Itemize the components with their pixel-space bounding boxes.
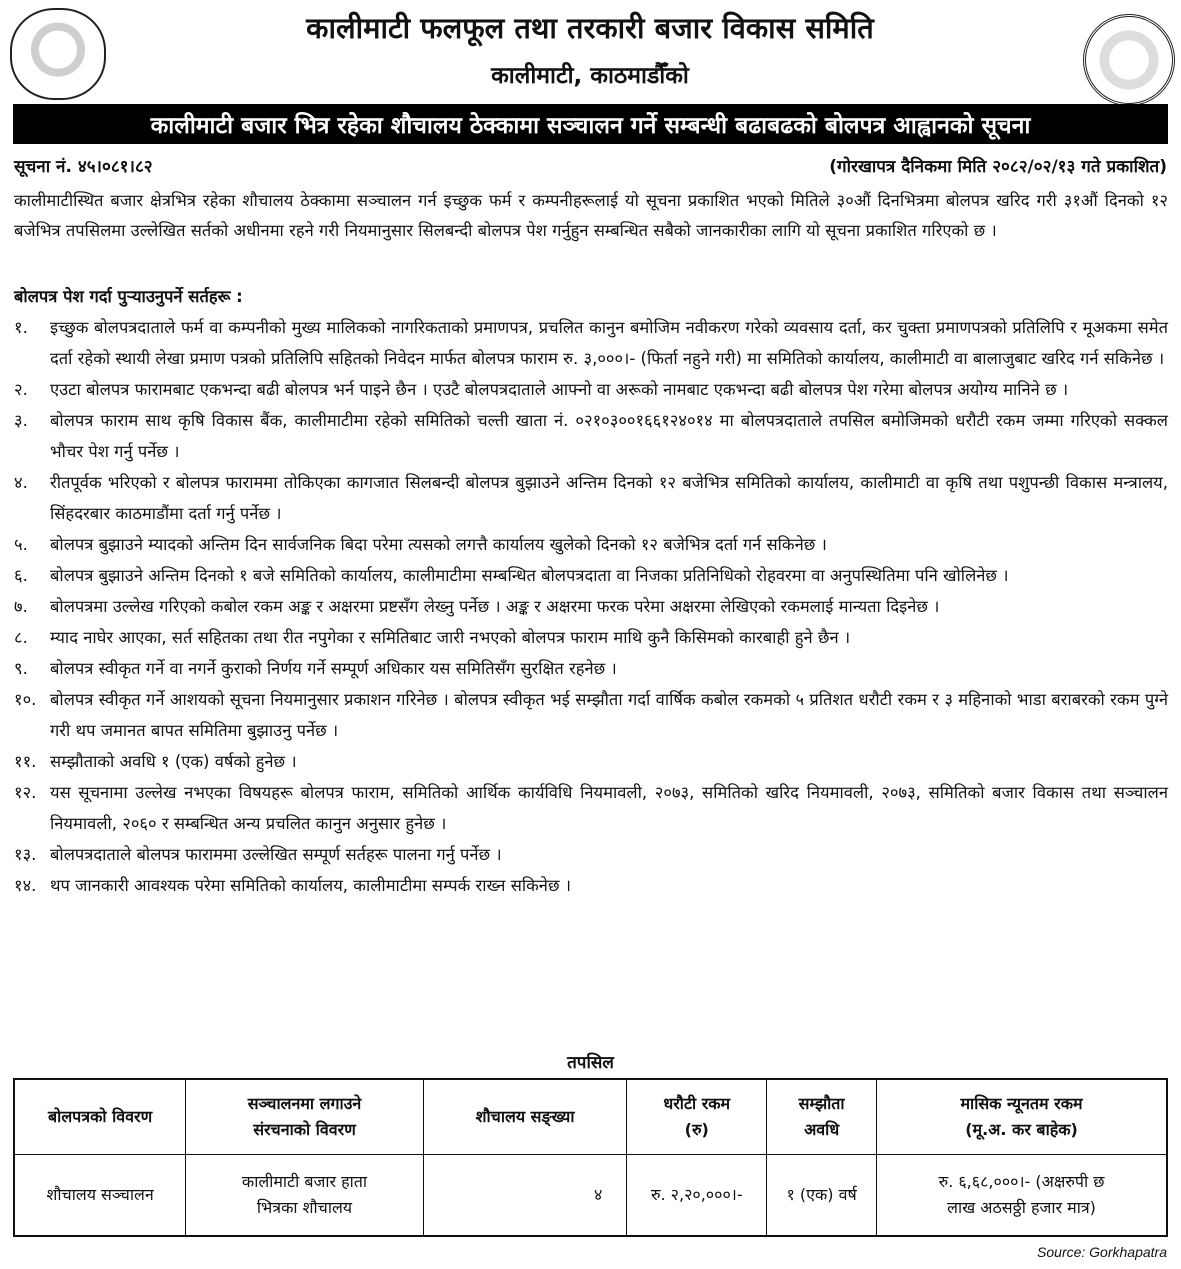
condition-item xyxy=(14,870,1168,901)
condition-item xyxy=(14,560,1168,591)
cell-structure-description: कालीमाटी बजार हाता भित्रका शौचालय xyxy=(186,1155,424,1237)
schedule-title: तपसिल xyxy=(567,1053,614,1073)
header-monthly-minimum: मासिक न्यूनतम रकम (मू.अ. कर बाहेक) xyxy=(877,1079,1167,1155)
conditions-heading: बोलपत्र पेश गर्दा पुऱ्याउनुपर्ने सर्तहरू : xyxy=(14,287,243,306)
condition-text: बोलपत्र स्वीकृत गर्ने वा नगर्ने कुराको निर्णय गर्ने सम्पूर्ण अधिकार यस समितिसँग सुरक्षित रहनेछ । xyxy=(50,659,617,678)
condition-text: सम्झौताको अवधि १ (एक) वर्षको हुनेछ । xyxy=(50,752,297,771)
cell-monthly-minimum: रु. ६,६८,०००।- (अक्षरुपी छ लाख अठसठ्ठी हजार मात्र) xyxy=(877,1155,1167,1237)
condition-number: ९. xyxy=(14,659,28,678)
condition-text: एउटा बोलपत्र फारामबाट एकभन्दा बढी बोलपत्र भर्न पाइने छैन । एउटै बोलपत्रदाताले आफ्नो वा अरूको नामबाट एकभन्दा बढी बोलपत्र पेश गरेमा बोलपत्र अयोग्य मानिने छ । xyxy=(50,380,1069,399)
schedule-header-row xyxy=(14,1079,1167,1155)
publication-info: (गोरखापत्र दैनिकमा मिति २०८२/०२/१३ गते प्रकाशित) xyxy=(829,157,1167,177)
condition-item xyxy=(14,839,1168,870)
condition-item xyxy=(14,467,1168,529)
condition-number: ७. xyxy=(14,597,28,616)
condition-text: रीतपूर्वक भरिएको र बोलपत्र फाराममा तोकिएका कागजात सिलबन्दी बोलपत्र बुझाउने अन्तिम दिनको १२ बजेभित्र समितिको कार्यालय, कालीमाटी वा कृषि तथा पशुपन्छी विकास मन्त्रालय, सिंहदरबार काठमाडौंमा दर्ता गर्नु पर्नेछ । xyxy=(50,473,1168,523)
condition-text: बोलपत्र बुझाउने अन्तिम दिनको १ बजे समितिको कार्यालय, कालीमाटीमा सम्बन्धित बोलपत्रदाता वा निजका प्रतिनिधिको रोहवरमा वा अनुपस्थितिमा पनि खोलिनेछ । xyxy=(50,566,1009,585)
condition-text: बोलपत्र बुझाउने म्यादको अन्तिम दिन सार्वजनिक बिदा परेमा त्यसको लगत्तै कार्यालय खुलेको दिनको १२ बजेभित्र दर्ता गर्न सकिनेछ । xyxy=(50,535,827,554)
condition-number: ४. xyxy=(14,473,28,492)
condition-number: १०. xyxy=(14,690,37,709)
condition-item xyxy=(14,622,1168,653)
cell-agreement-period: १ (एक) वर्ष xyxy=(767,1155,877,1237)
notice-number: सूचना नं. ४५।०८१।८२ xyxy=(14,157,153,177)
condition-text: इच्छुक बोलपत्रदाताले फर्म वा कम्पनीको मुख्य मालिकको नागरिकताको प्रमाणपत्र, प्रचलित कानुन बमोजिम नवीकरण गरेको व्यवसाय दर्ता, कर चुक्ता प्रमाणपत्रको प्रतिलिपि र मूअकमा समेत दर्ता रहेको स्थायी लेखा प्रमाण पत्रको प्रतिलिपि सहितको निवेदन मार्फत बोलपत्र फाराम रु. ३,०००।- (फिर्ता नहुने गरी) मा समितिको कार्यालय, कालीमाटी वा बालाजुबाट खरिद गर्न सकिनेछ । xyxy=(50,318,1168,368)
condition-item xyxy=(14,746,1168,777)
condition-number: १२. xyxy=(14,783,37,802)
condition-text: म्याद नाघेर आएका, सर्त सहितका तथा रीत नपुगेका र समितिबाट जारी नभएको बोलपत्र फाराम माथि कुनै किसिमको कारबाही हुने छैन । xyxy=(50,628,851,647)
condition-number: ६. xyxy=(14,566,28,585)
condition-item xyxy=(14,529,1168,560)
condition-text: बोलपत्रदाताले बोलपत्र फाराममा उल्लेखित सम्पूर्ण सर्तहरू पालना गर्नु पर्नेछ । xyxy=(50,845,502,864)
header-agreement-period: सम्झौता अवधि xyxy=(767,1079,877,1155)
schedule-table xyxy=(13,1078,1168,1237)
source-credit: Source: Gorkhapatra xyxy=(1037,1244,1167,1260)
condition-number: ८. xyxy=(14,628,28,647)
condition-number: १४. xyxy=(14,876,37,895)
table-row xyxy=(14,1155,1167,1237)
organization-title: कालीमाटी फलफूल तथा तरकारी बजार विकास समिति xyxy=(306,11,874,45)
condition-number: ५. xyxy=(14,535,28,554)
condition-number: ३. xyxy=(14,411,28,430)
condition-text: बोलपत्र फाराम साथ कृषि विकास बैंक, कालीमाटीमा रहेको समितिको चल्ती खाता नं. ०२१०३००१६६१२४०१४ मा बोलपत्रदाताले तपसिल बमोजिमको धरौटी रकम जम्मा गरिएको सक्कल भौचर पेश गर्नु पर्नेछ । xyxy=(50,411,1168,461)
condition-number: १. xyxy=(14,318,28,337)
condition-text: बोलपत्र स्वीकृत गर्ने आशयको सूचना नियमानुसार प्रकाशन गरिनेछ । बोलपत्र स्वीकृत भई सम्झौता गर्दा वार्षिक कबोल रकमको ५ प्रतिशत धरौटी रकम र ३ महिनाको भाडा बराबरको रकम पुग्ने गरी थप जमानत बापत समितिमा बुझाउनु पर्नेछ । xyxy=(50,690,1168,740)
condition-number: २. xyxy=(14,380,28,399)
condition-item xyxy=(14,684,1168,746)
notice-banner: कालीमाटी बजार भित्र रहेका शौचालय ठेक्कामा सञ्चालन गर्ने सम्बन्धी बढाबढको बोलपत्र आह्वानको सूचना xyxy=(13,104,1168,144)
header-toilet-count: शौचालय सङ्ख्या xyxy=(423,1079,627,1155)
nepal-emblem-icon xyxy=(10,8,106,100)
condition-item xyxy=(14,777,1168,839)
cell-deposit-amount: रु. २,२०,०००।- xyxy=(627,1155,767,1237)
condition-item xyxy=(14,653,1168,684)
header-tender-description: बोलपत्रको विवरण xyxy=(14,1079,186,1155)
condition-text: बोलपत्रमा उल्लेख गरिएको कबोल रकम अङ्क र अक्षरमा प्रष्टसँग लेख्नु पर्नेछ । अङ्क र अक्षरमा फरक परेमा अक्षरमा लेखिएको रकमलाई मान्यता दिइनेछ । xyxy=(50,597,940,616)
condition-text: थप जानकारी आवश्यक परेमा समितिको कार्यालय, कालीमाटीमा सम्पर्क राख्न सकिनेछ । xyxy=(50,876,572,895)
condition-item xyxy=(14,374,1168,405)
condition-number: ११. xyxy=(14,752,37,771)
committee-seal-icon xyxy=(1083,14,1175,106)
cell-toilet-count: ४ xyxy=(423,1155,627,1237)
header-structure-description: सञ्चालनमा लगाउने संरचनाको विवरण xyxy=(186,1079,424,1155)
condition-item xyxy=(14,591,1168,622)
condition-number: १३. xyxy=(14,845,37,864)
intro-paragraph: कालीमाटीस्थित बजार क्षेत्रभित्र रहेका शौचालय ठेक्कामा सञ्चालन गर्न इच्छुक फर्म र कम्पनीहरूलाई यो सूचना प्रकाशित भएको मितिले ३०औं दिनभित्रमा बोलपत्र खरिद गरी ३१औं दिनको १२ बजेभित्र तपसिलमा उल्लेखित सर्तको अधीनमा रहने गरी नियमानुसार सिलबन्दी बोलपत्र पेश गर्नुहुन सम्बन्धित सबैको जानकारीका लागि यो सूचना प्रकाशित गरिएको छ । xyxy=(14,191,1168,240)
condition-text: यस सूचनामा उल्लेख नभएका विषयहरू बोलपत्र फाराम, समितिको आर्थिक कार्यविधि नियमावली, २०७३, समितिको खरिद नियमावली, २०७३, समितिको बजार विकास तथा सञ्चालन नियमावली, २०६० र सम्बन्धित अन्य प्रचलित कानुन अनुसार हुनेछ । xyxy=(50,783,1168,833)
conditions-list xyxy=(14,312,1168,901)
organization-location: कालीमाटी, काठमाडौँको xyxy=(491,63,689,89)
header-deposit-amount: धरौटी रकम (रु) xyxy=(627,1079,767,1155)
condition-item xyxy=(14,312,1168,374)
condition-item xyxy=(14,405,1168,467)
cell-tender-description: शौचालय सञ्चालन xyxy=(14,1155,186,1237)
